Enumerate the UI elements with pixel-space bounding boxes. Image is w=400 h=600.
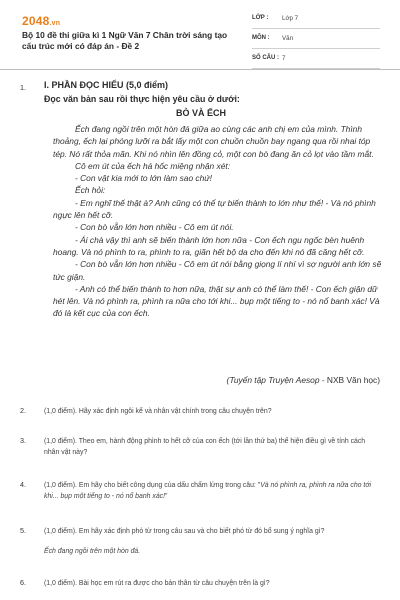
question-quote: Và nó phình ra, phình ra nữa cho tới khi... bụp một tiếng to - nó nổ banh xác! (44, 482, 372, 500)
story-title: BÒ VÀ ẾCH (175, 108, 226, 118)
meta-class-label: LỚP : (252, 15, 269, 21)
section-title: I. PHẦN ĐỌC HIỂU (5,0 điểm) (44, 80, 169, 90)
question-text: (1,0 điểm). Theo em, hành động phình to hết cỡ của con ếch (tới lần thứ ba) thể hiện điều gì về tính cách nhân vật này? (44, 438, 366, 456)
question-example-sentence: Ếch đang ngồi trên một hòn đá. (44, 548, 141, 555)
question-number: 1. (20, 83, 26, 92)
meta-subject-label: MÔN : (252, 35, 270, 41)
header-divider (0, 69, 400, 70)
meta-question-count (252, 52, 380, 69)
question-text: (1,0 điểm). Hãy xác định ngôi kể và nhân vật chính trong câu chuyện trên? (44, 408, 272, 415)
story-paragraph: - Ái chà vậy thì anh sẽ biến thành lớn hơn nữa - Con ếch ngu ngốc bèn huênh hoang. Và nó phình to ra, phình to ra, giãn hết bộ da cho đến khi nó đã căng hết cỡ. (53, 234, 365, 257)
story-paragraph: - Con vật kia mới to lớn làm sao chứ! (75, 173, 212, 184)
question-text-lead: (1,0 điểm). Em hãy cho biết công dụng của dấu chấm lửng trong câu: " (44, 482, 261, 489)
meta-count-value: 7 (282, 55, 286, 62)
question-text: (1,0 điểm). Em hãy xác định phó từ trong câu sau và cho biết phó từ đó bổ sung ý nghĩa gì? (44, 528, 325, 535)
story-paragraph: Ếch hỏi: (75, 185, 106, 196)
story-paragraph: - Em nghĩ thế thật à? Anh cũng có thể tự biến thành to lớn như thế! - Và nó phình ngực lên hết cỡ. (53, 197, 376, 221)
story-text (53, 123, 385, 320)
meta-count-label: SỐ CÂU : (252, 55, 279, 61)
question-number: 2. (20, 406, 26, 415)
logo-suffix: .vn (49, 20, 61, 27)
story-paragraph: - Anh có thể biến thành to hơn nữa, thật sự anh có thể làm thế! - Con ếch giận dữ hét lên. Và nó phình ra, phình ra nữa cho tới khi... bụp một tiếng to - nó nổ banh xác! Và đó là kết cục của con ếch. (53, 283, 380, 319)
question-text-tail: " (165, 493, 168, 500)
source-publisher: NXB Văn học) (326, 375, 380, 385)
story-paragraph: - Con bò vẫn lớn hơn nhiều - Cô em út nói. (75, 222, 234, 233)
meta-class-value: Lớp 7 (282, 15, 299, 22)
story-source (227, 375, 380, 385)
question-number: 3. (20, 436, 26, 445)
meta-subject (252, 32, 380, 49)
story-paragraph: - Con bò vẫn lớn hơn nhiều - Cô em út nói bằng giọng lí nhí vì sợ người anh lớn sẽ tức giận. (53, 259, 382, 282)
exam-meta (252, 12, 380, 72)
meta-class (252, 12, 380, 29)
question-text (44, 480, 374, 502)
source-collection: (Tuyển tập Truyện Aesop - (226, 375, 327, 385)
document-title: Bộ 10 đề thi giữa kì 1 Ngữ Văn 7 Chân trời sáng tạo cấu trúc mới có đáp án - Đề 2 (22, 30, 228, 51)
logo-text: 2048 (22, 14, 50, 28)
question-number: 5. (20, 526, 26, 535)
question-number: 4. (20, 480, 26, 489)
document-header (0, 0, 400, 64)
meta-subject-value: Văn (282, 35, 294, 42)
reading-instruction: Đọc văn bản sau rồi thực hiện yêu cầu ở dưới: (44, 94, 240, 104)
question-number: 6. (20, 578, 26, 587)
site-logo[interactable] (22, 14, 60, 28)
story-paragraph: Ếch đang ngồi trên một hòn đá giữa ao cùng các anh chị em của mình. Thình thoảng, ếch lại phóng lưỡi ra bắt lấy một con chuồn chuồn bay ngang qua rồi nhai tóp tép. Nó rất thỏa mãn. Khi nó nhìn lên đồng cỏ, một con bò đang ăn cỏ lọt vào tầm mắt. (53, 124, 374, 159)
story-paragraph: Cô em út của ếch há hốc miệng nhận xét: (75, 160, 231, 171)
question-text: (1,0 điểm). Bài học em rút ra được cho bản thân từ câu chuyện trên là gì? (44, 580, 270, 587)
